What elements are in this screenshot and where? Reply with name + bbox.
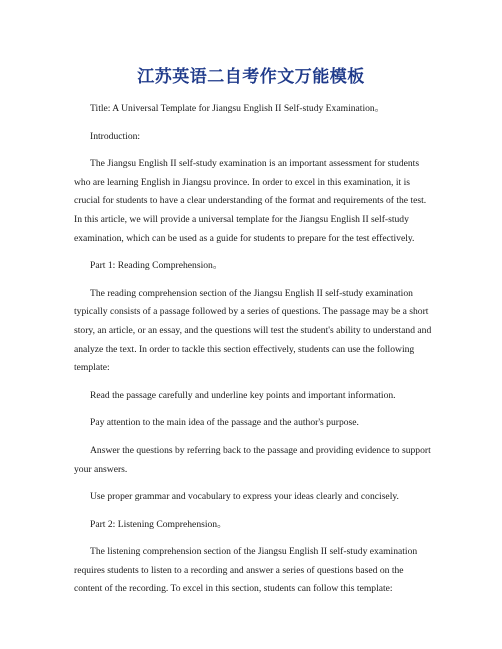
paragraph-part1: The reading comprehension section of the Jiangsu English II self-study examination typically consists of a passage followed by a series of questions. The passage may be a short story, an article, or an essay, and the questions will test the student's ability to understand and analyze the text. In order to tackle this section effectively, students can use the following template:: [74, 287, 432, 374]
doc-title-line: Title: A Universal Template for Jiangsu English II Self-study Examination。: [90, 103, 385, 114]
paragraph-part2: The listening comprehension section of the Jiangsu English II self-study examination requires students to listen to a recording and answer a series of questions based on the content of the recording. To excel in this section, students can follow this template:: [74, 546, 418, 595]
document-body: [74, 100, 434, 608]
tip-grammar: Use proper grammar and vocabulary to express your ideas clearly and concisely.: [90, 491, 399, 503]
page-title: 江苏英语二自考作文万能模板: [137, 67, 365, 87]
tip-answer-questions: Answer the questions by referring back to the passage and providing evidence to support your answers.: [74, 444, 431, 475]
section-heading-part1: Part 1: Reading Comprehension。: [90, 260, 223, 272]
paragraph-introduction: The Jiangsu English II self-study examination is an important assessment for students who are learning English in Jiangsu province. In order to excel in this examination, it is crucial for students to have a clear understanding of the format and requirements of the test. In this article, we will provide a universal template for the Jiangsu English II self-study examination, which can be used as a guide for students to prepare for the test effectively.: [74, 158, 427, 244]
section-heading-part2: Part 2: Listening Comprehension。: [90, 518, 227, 530]
tip-main-idea: Pay attention to the main idea of the passage and the author's purpose.: [90, 417, 359, 429]
tip-read-carefully: Read the passage carefully and underline key points and important information.: [90, 389, 396, 401]
section-heading-introduction: Introduction:: [90, 130, 141, 142]
